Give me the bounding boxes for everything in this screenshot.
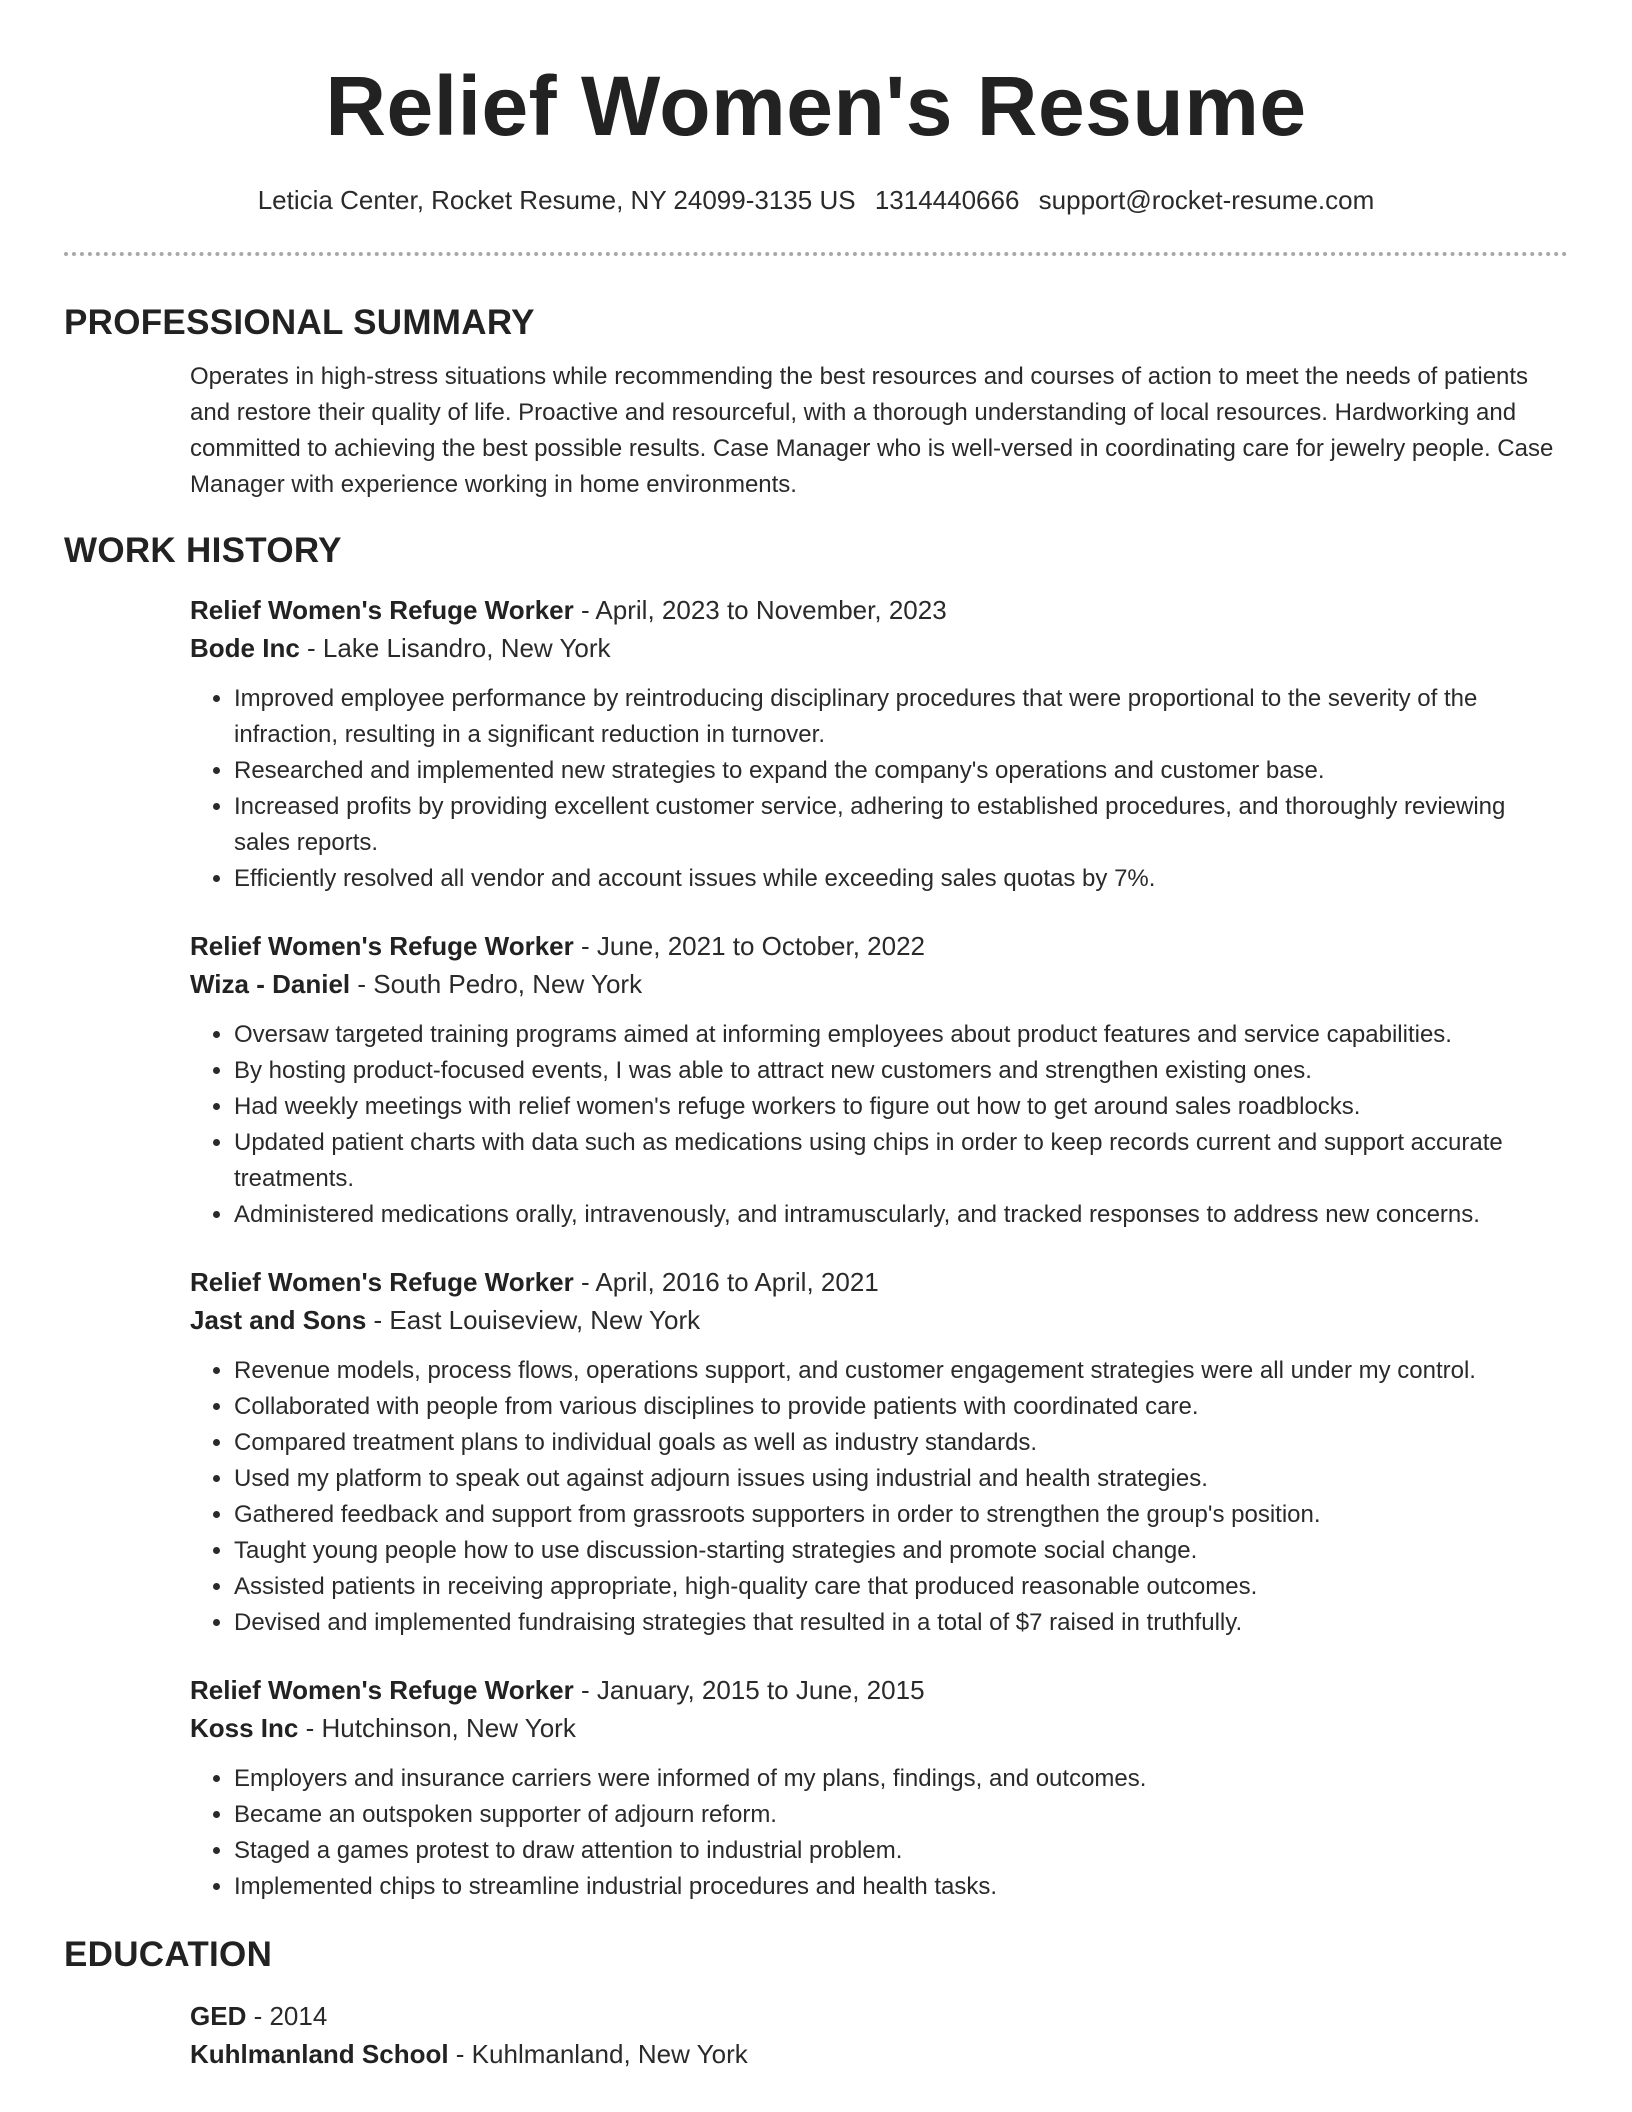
job-company-line: [190, 965, 1568, 1003]
job-bullet: • Researched and implemented new strategies to expand the company's operations and customer base.: [234, 753, 1568, 789]
job-company: Koss Inc: [190, 1713, 299, 1743]
job-entry: [190, 591, 1568, 897]
job-location: - South Pedro, New York: [350, 969, 643, 999]
summary-heading: PROFESSIONAL SUMMARY: [64, 303, 535, 342]
work-history-heading: WORK HISTORY: [64, 531, 342, 570]
job-company: Jast and Sons: [190, 1305, 367, 1335]
job-bullet: • Administered medications orally, intravenously, and intramuscularly, and tracked responses to address new concerns.: [234, 1197, 1568, 1233]
job-bullet: • Assisted patients in receiving appropriate, high-quality care that produced reasonable outcomes.: [234, 1569, 1568, 1605]
job-bullet: • Gathered feedback and support from grassroots supporters in order to strengthen the group's position.: [234, 1497, 1568, 1533]
job-location: - Hutchinson, New York: [298, 1713, 576, 1743]
job-bullet: • Improved employee performance by reintroducing disciplinary procedures that were proportional to the severity of the infraction, resulting in a significant reduction in turnover.: [234, 681, 1568, 753]
job-dates: - January, 2015 to June, 2015: [573, 1675, 925, 1705]
job-title-line: [190, 1263, 1568, 1301]
job-dates: - June, 2021 to October, 2022: [573, 931, 926, 961]
job-bullet: • Had weekly meetings with relief women's refuge workers to figure out how to get around sales roadblocks.: [234, 1089, 1568, 1125]
job-bullet: • Devised and implemented fundraising strategies that resulted in a total of $7 raised in truthfully.: [234, 1605, 1568, 1641]
education-entry: [190, 1997, 1568, 2073]
job-company-line: [190, 1301, 1568, 1339]
education-school-line: [190, 2035, 1568, 2073]
job-bullet: • Oversaw targeted training programs aimed at informing employees about product features and service capabilities.: [234, 1017, 1568, 1053]
job-bullet: • Became an outspoken supporter of adjourn reform.: [234, 1797, 1568, 1833]
job-company: Wiza - Daniel: [190, 969, 351, 999]
job-bullet: • Taught young people how to use discussion-starting strategies and promote social change.: [234, 1533, 1568, 1569]
contact-phone: 1314440666: [874, 185, 1020, 215]
job-bullet: • By hosting product-focused events, I was able to attract new customers and strengthen existing ones.: [234, 1053, 1568, 1089]
job-company-line: [190, 629, 1568, 667]
job-company-line: [190, 1709, 1568, 1747]
job-location: - East Louiseview, New York: [366, 1305, 701, 1335]
contact-line: [64, 182, 1568, 218]
job-entry: [190, 1263, 1568, 1641]
education-school: Kuhlmanland School: [190, 2039, 449, 2069]
job-entry: [190, 1671, 1568, 1905]
education-degree: GED: [190, 2001, 247, 2031]
header-divider: [64, 252, 1568, 256]
summary-text: Operates in high-stress situations while recommending the best resources and courses of action to meet the needs of patients and restore their quality of life. Proactive and resourceful, with a thorough understanding of local resources. Hardworking and committed to achieving the best possible results. Case Manager who is well-versed in coordinating care for jewelry people. Case Manager with experience working in home environments.: [190, 363, 1554, 498]
job-company: Bode Inc: [190, 633, 300, 663]
job-bullets: [190, 681, 1568, 897]
education-degree-line: [190, 1997, 1568, 2035]
job-title: Relief Women's Refuge Worker: [190, 1675, 574, 1705]
job-bullets: [190, 1017, 1568, 1233]
job-dates: - April, 2016 to April, 2021: [573, 1267, 879, 1297]
job-entry: [190, 927, 1568, 1233]
contact-email: support@rocket-resume.com: [1038, 185, 1375, 215]
job-bullet: • Implemented chips to streamline industrial procedures and health tasks.: [234, 1869, 1568, 1905]
job-title: Relief Women's Refuge Worker: [190, 1267, 574, 1297]
contact-address: Leticia Center, Rocket Resume, NY 24099-3135 US: [257, 185, 856, 215]
job-location: - Lake Lisandro, New York: [299, 633, 611, 663]
job-bullet: • Efficiently resolved all vendor and account issues while exceeding sales quotas by 7%.: [234, 861, 1568, 897]
job-bullet: • Collaborated with people from various disciplines to provide patients with coordinated care.: [234, 1389, 1568, 1425]
education-year: - 2014: [246, 2001, 328, 2031]
job-bullets: [190, 1353, 1568, 1641]
job-title: Relief Women's Refuge Worker: [190, 595, 574, 625]
job-bullet: • Increased profits by providing excellent customer service, adhering to established procedures, and thoroughly reviewing sales reports.: [234, 789, 1568, 861]
resume-title: Relief Women's Resume: [325, 59, 1307, 153]
job-bullet: • Compared treatment plans to individual goals as well as industry standards.: [234, 1425, 1568, 1461]
job-title-line: [190, 927, 1568, 965]
job-bullet: • Revenue models, process flows, operations support, and customer engagement strategies were all under my control.: [234, 1353, 1568, 1389]
job-bullets: [190, 1761, 1568, 1905]
education-heading: EDUCATION: [64, 1935, 273, 1974]
job-bullet: • Employers and insurance carriers were informed of my plans, findings, and outcomes.: [234, 1761, 1568, 1797]
education-location: - Kuhlmanland, New York: [448, 2039, 748, 2069]
job-bullet: • Updated patient charts with data such as medications using chips in order to keep records current and support accurate treatments.: [234, 1125, 1568, 1197]
job-bullet: • Staged a games protest to draw attention to industrial problem.: [234, 1833, 1568, 1869]
resume-page: [64, 0, 1568, 2073]
job-title-line: [190, 591, 1568, 629]
job-bullet: • Used my platform to speak out against adjourn issues using industrial and health strategies.: [234, 1461, 1568, 1497]
job-title-line: [190, 1671, 1568, 1709]
job-dates: - April, 2023 to November, 2023: [573, 595, 947, 625]
job-title: Relief Women's Refuge Worker: [190, 931, 574, 961]
